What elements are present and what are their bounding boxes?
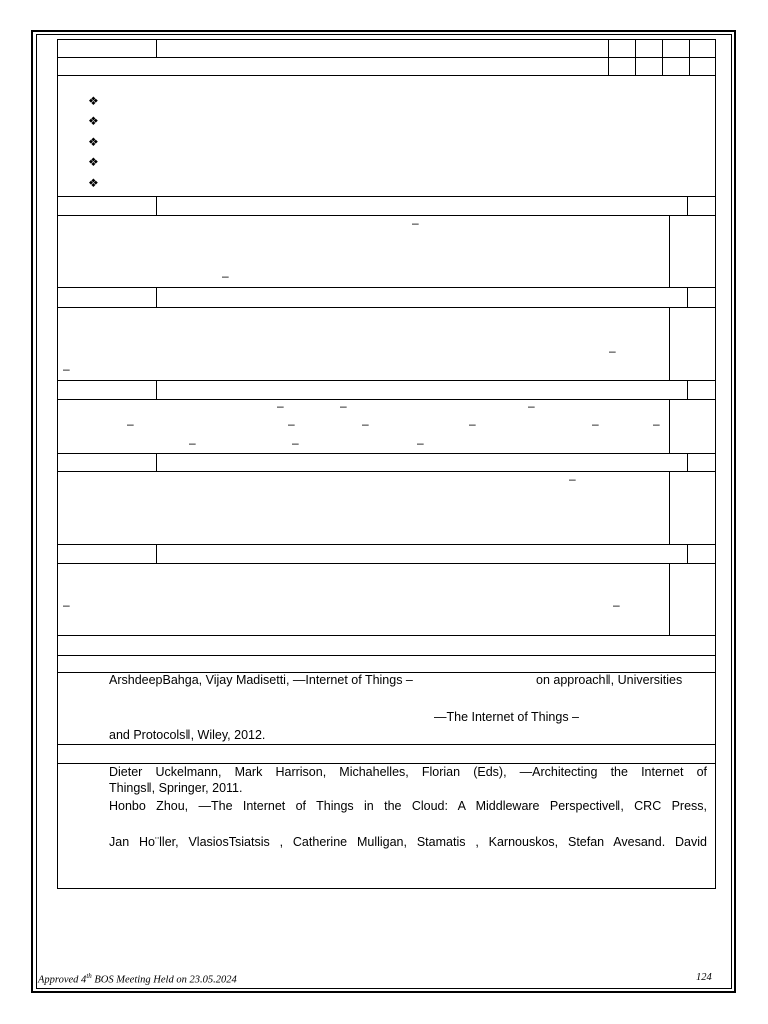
unit-4-body [57, 471, 716, 545]
bullet-icon: ❖ [88, 155, 99, 169]
dash-mark: – [569, 472, 576, 486]
footer-approval-sup: th [86, 972, 92, 980]
footer-approval-note [38, 972, 237, 986]
text-book-2-line-b: and Protocols‖, Wiley, 2012. [109, 728, 266, 742]
dash-mark: – [412, 216, 419, 230]
unit-header-col-line [156, 196, 157, 216]
dash-mark: – [292, 436, 299, 450]
footer-approval-suffix: BOS Meeting Held on 23.05.2024 [91, 974, 237, 986]
dash-mark: – [528, 399, 535, 413]
footer-approval-prefix: Approved 4 [38, 974, 87, 986]
bullet-icon: ❖ [88, 94, 99, 108]
dash-mark: – [63, 598, 70, 612]
header-col-line [662, 39, 663, 76]
unit-header-col-line [156, 453, 157, 472]
unit-3-body [57, 399, 716, 454]
header-col-line [635, 39, 636, 76]
reference-1-line-a: Dieter Uckelmann, Mark Harrison, Michahelles, Florian (Eds), ―Architecting the Internet of [109, 765, 707, 779]
text-book-2-line-a: ―The Internet of Things – [434, 710, 579, 724]
unit-header-col-line [156, 544, 157, 564]
reference-2-line: Honbo Zhou, ―The Internet of Things in the Cloud: A Middleware Perspective‖, CRC Press, [109, 799, 707, 813]
unit-body-col-line [669, 399, 670, 454]
unit-header-col-line [687, 544, 688, 564]
reference-1-line-b: Things‖, Springer, 2011. [109, 781, 243, 795]
header-col-line [156, 39, 157, 58]
unit-2-body [57, 307, 716, 381]
text-book-1-line-a: ArshdeepBahga, Vijay Madisetti, ―Internet of Things – [109, 673, 413, 687]
unit-body-col-line [669, 471, 670, 545]
dash-mark: – [609, 344, 616, 358]
unit-header-col-line [156, 380, 157, 400]
header-col-line [608, 39, 609, 76]
dash-mark: – [127, 417, 134, 431]
dash-mark: – [63, 362, 70, 376]
dash-mark: – [340, 399, 347, 413]
dash-mark: – [653, 417, 660, 431]
dash-mark: – [469, 417, 476, 431]
reference-books-heading-row [57, 744, 716, 764]
text-book-1-line-b: on approach‖, Universities [536, 673, 683, 687]
unit-body-col-line [669, 563, 670, 636]
page-number: 124 [696, 972, 712, 983]
bullet-icon: ❖ [88, 114, 99, 128]
total-row [57, 635, 716, 656]
dash-mark: – [277, 399, 284, 413]
dash-mark: – [288, 417, 295, 431]
header-row-2 [57, 57, 716, 76]
unit-header-col-line [687, 380, 688, 400]
dash-mark: – [417, 436, 424, 450]
dash-mark: – [592, 417, 599, 431]
unit-1-body [57, 215, 716, 288]
unit-header-col-line [156, 287, 157, 308]
unit-body-col-line [669, 307, 670, 381]
header-col-line [689, 39, 690, 76]
unit-header-col-line [687, 196, 688, 216]
dash-mark: – [222, 269, 229, 283]
bullet-icon: ❖ [88, 135, 99, 149]
reference-3-line: Jan Ho¨ller, VlasiosTsiatsis , Catherine Mulligan, Stamatis , Karnouskos, Stefan Avesand. David [109, 835, 707, 849]
dash-mark: – [613, 598, 620, 612]
unit-header-col-line [687, 287, 688, 308]
text-books-heading-row [57, 655, 716, 673]
unit-header-col-line [687, 453, 688, 472]
objectives-box [57, 75, 716, 197]
dash-mark: – [189, 436, 196, 450]
unit-body-col-line [669, 215, 670, 288]
bullet-icon: ❖ [88, 176, 99, 190]
dash-mark: – [362, 417, 369, 431]
